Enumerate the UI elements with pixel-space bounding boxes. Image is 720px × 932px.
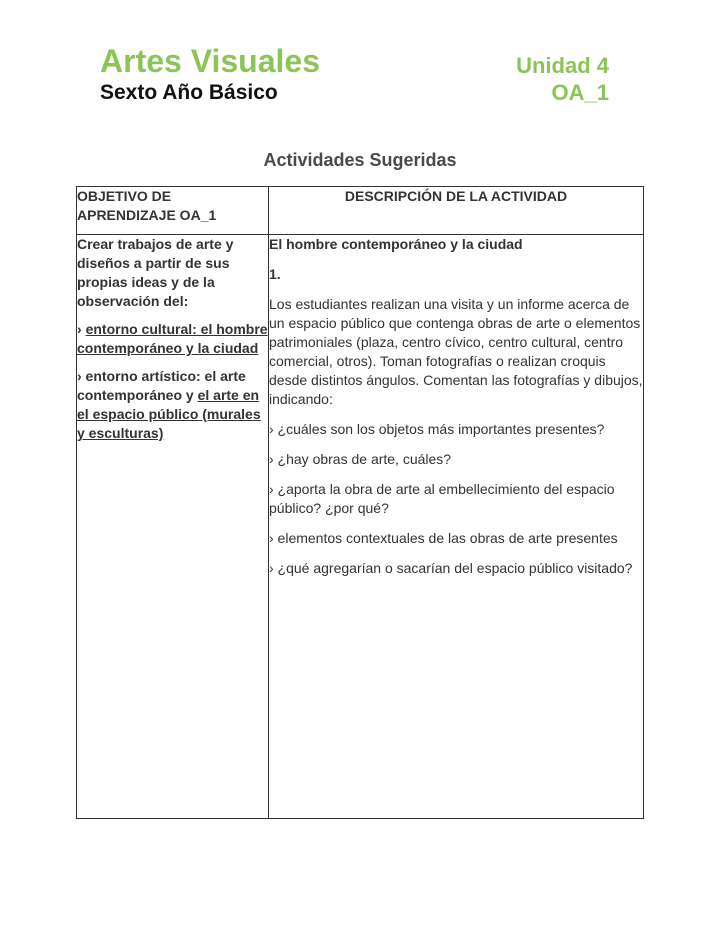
objective-intro: Crear trabajos de arte y diseños a partir de sus propias ideas y de la observación del: (77, 236, 234, 309)
activity-bullet: › ¿hay obras de arte, cuáles? (269, 451, 452, 467)
activities-table (76, 186, 644, 819)
objective-item-artistic (77, 367, 268, 443)
objective-item-artistic-prefix: › entorno artístico: el arte contemporáneo y (77, 368, 246, 403)
header-objective: OBJETIVO DE APRENDIZAJE OA_1 (77, 187, 269, 235)
subject-title: Artes Visuales (100, 43, 320, 79)
table-header-row (77, 187, 644, 235)
header-description: DESCRIPCIÓN DE LA ACTIVIDAD (269, 187, 644, 235)
grade-subtitle: Sexto Año Básico (100, 81, 278, 104)
objective-item-artistic-underlined: el arte en el espacio público (murales y esculturas) (77, 387, 261, 441)
objective-item-cultural-text: entorno cultural: el hombre contemporáneo y la ciudad (77, 321, 268, 356)
objective-cell (77, 235, 269, 819)
activity-number: 1. (269, 266, 281, 282)
bullet-prefix: › (77, 321, 86, 337)
objective-item-cultural (77, 320, 268, 358)
activity-bullet: › ¿qué agregarían o sacarían del espacio público visitado? (269, 560, 633, 576)
activity-cell (269, 235, 644, 819)
oa-label: OA_1 (551, 80, 609, 105)
activity-bullet: › elementos contextuales de las obras de arte presentes (269, 530, 618, 546)
activity-description: Los estudiantes realizan una visita y un informe acerca de un espacio público que contenga obras de arte o elementos patrimoniales (plaza, centro cívico, centro cultural, centro comercial, otros). Toman fotografías o realizan croquis desde distintos ángulos. Comentan las fotografías y dibujos, indicando: (269, 296, 643, 407)
activity-bullet: › ¿aporta la obra de arte al embellecimiento del espacio público? ¿por qué? (269, 481, 615, 516)
activity-title: El hombre contemporáneo y la ciudad (269, 236, 523, 252)
table-row (77, 235, 644, 819)
unit-label: Unidad 4 (516, 53, 609, 78)
section-title: Actividades Sugeridas (263, 150, 457, 170)
activity-bullet: › ¿cuáles son los objetos más importantes presentes? (269, 421, 605, 437)
